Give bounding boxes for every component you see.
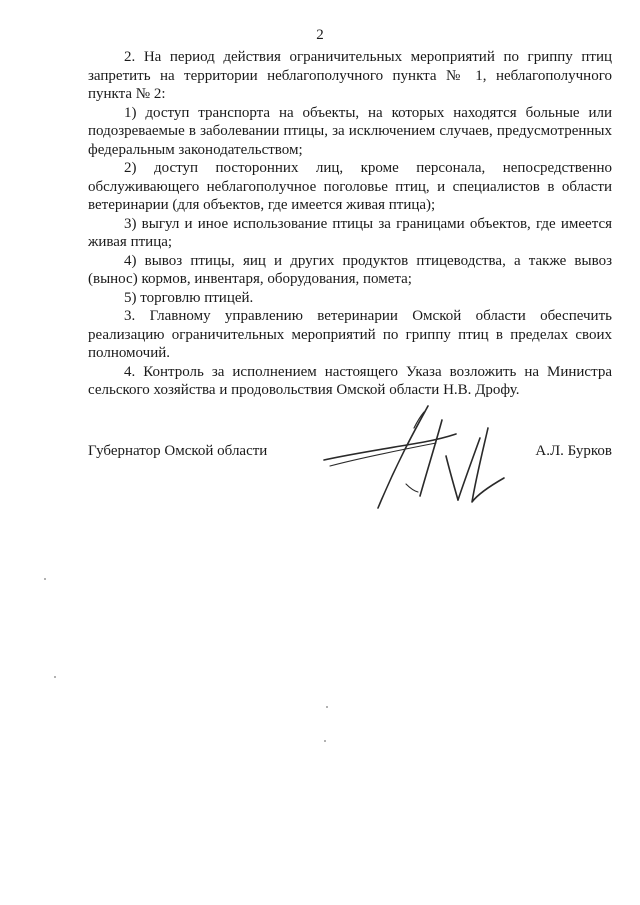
paragraph-3-veterinary: 3. Главному управлению ветеринарии Омской области обеспечить реализацию ограничительных мероприятий по гриппу птиц в пределах своих полномочий. bbox=[88, 308, 612, 361]
page-number: 2 bbox=[316, 27, 324, 43]
signatory-name: А.Л. Бурков bbox=[535, 443, 612, 459]
paragraph-4-control: 4. Контроль за исполнением настоящего Указа возложить на Министра сельского хозяйства и продовольствия Омской области Н.В. Дрофу. bbox=[88, 363, 612, 398]
handwritten-signature bbox=[320, 398, 520, 516]
paragraph-2-prohibition: 2. На период действия ограничительных мероприятий по гриппу птиц запретить на территории неблагополучного пункта № 1, неблагополучного пункта № 2: bbox=[88, 49, 612, 102]
scan-speck bbox=[54, 676, 56, 678]
scan-speck bbox=[44, 578, 46, 580]
paragraph-item-5-trade: 5) торговлю птицей. bbox=[124, 289, 254, 306]
paragraph-item-3-walking: 3) выгул и иное использование птицы за границами объектов, где имеется живая птица; bbox=[88, 215, 612, 250]
paragraph-item-1-transport: 1) доступ транспорта на объекты, на которых находятся больные или подозреваемые в заболевании птицы, за исключением случаев, предусмотренных федеральным законодательством; bbox=[88, 104, 612, 158]
scan-speck bbox=[324, 740, 326, 742]
paragraph-item-4-export: 4) вывоз птицы, яиц и других продуктов птицеводства, а также вывоз (вынос) кормов, инвентаря, оборудования, помета; bbox=[88, 252, 612, 287]
paragraph-item-2-persons: 2) доступ посторонних лиц, кроме персонала, непосредственно обслуживающего неблагополучное поголовье птиц, и специалистов в области ветеринарии (для объектов, где имеется живая птица); bbox=[88, 160, 612, 213]
signatory-title: Губернатор Омской области bbox=[88, 443, 268, 459]
document-body bbox=[88, 48, 612, 400]
scan-speck bbox=[326, 706, 328, 708]
